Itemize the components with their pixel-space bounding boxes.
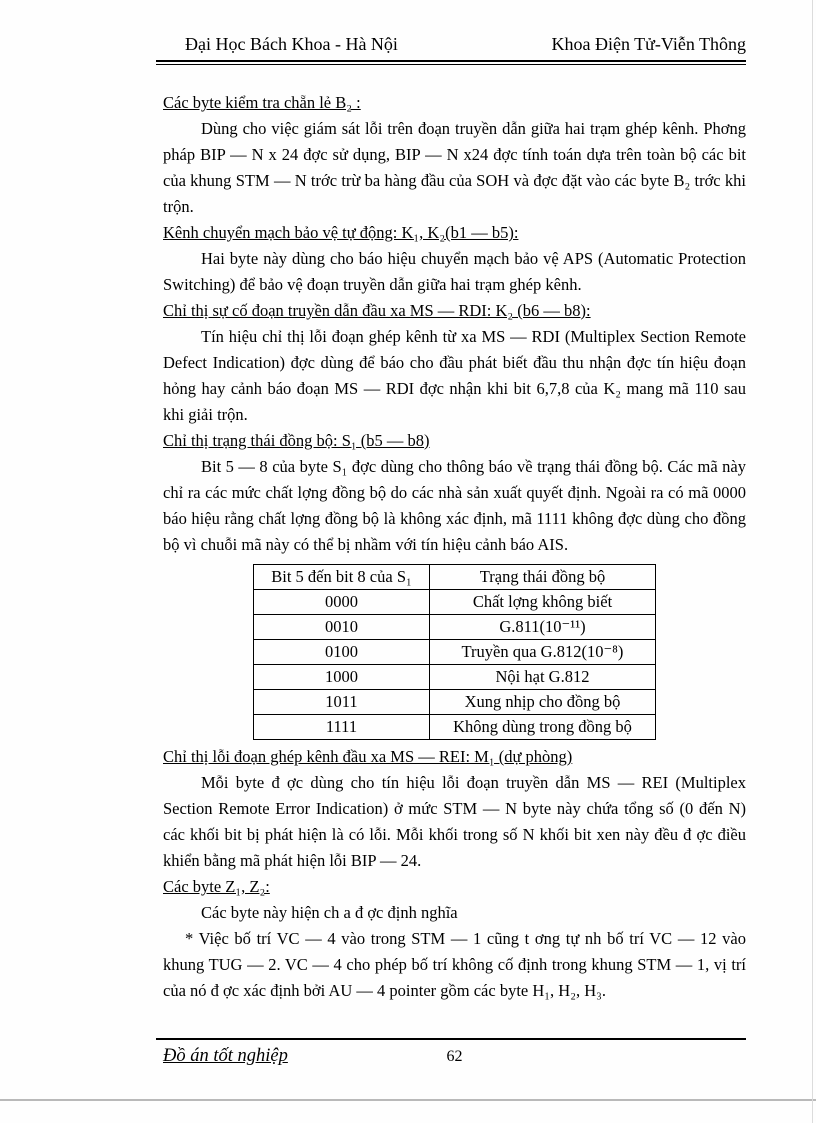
body-paragraph: Bit 5 — 8 của byte S₁ đợc dùng cho thông báo về trạng thái đồng bộ. Các mã này chỉ ra các mức chất lợng đồng bộ do các nhà sản xuất quyết định. Ngoài ra có mã 0000 báo hiệu rằng chất lợng đồng bộ là không xác định, mã 1111 không đợc dùng cho đồng bộ vì chuỗi mã này có thể bị nhầm với tín hiệu cảnh báo AIS. (163, 457, 746, 554)
table-cell: Xung nhịp cho đồng bộ (430, 690, 656, 715)
section-heading: Các byte kiểm tra chẵn lẻ B₂ : (163, 93, 361, 112)
table-header-cell: Trạng thái đồng bộ (430, 565, 656, 590)
body-paragraph: Dùng cho việc giám sát lỗi trên đoạn truyền dẫn giữa hai trạm ghép kênh. Phơng pháp BIP — N x 24 đợc sử dụng, BIP — N x24 đợc tính toán dựa trên toàn bộ các bit của khung STM — N trớc trừ ba hàng đầu của SOH và đợc đặt vào các byte B₂ trớc khi trộn. (163, 119, 746, 216)
table-row (254, 615, 656, 640)
header-rule (156, 60, 746, 65)
section-heading: Chỉ thị lỗi đoạn ghép kênh đầu xa MS — REI: M₁ (dự phòng) (163, 747, 573, 766)
header-faculty-name: Khoa Điện Tử-Viễn Thông (551, 34, 746, 54)
table-cell: 0100 (254, 640, 430, 665)
table-cell: Truyền qua G.812(10⁻⁸) (430, 640, 656, 665)
page-number: 62 (446, 1048, 463, 1065)
header-school-name: Đại Học Bách Khoa - Hà Nội (185, 34, 398, 54)
table-row (254, 715, 656, 740)
table-cell: G.811(10⁻¹¹) (430, 615, 656, 640)
sync-status-table (253, 564, 656, 740)
table-cell: 0000 (254, 590, 430, 615)
page-footer (163, 1046, 746, 1076)
table-row (254, 690, 656, 715)
body-paragraph: Mỗi byte đ ợc dùng cho tín hiệu lỗi đoạn truyền dẫn MS — REI (Multiplex Section Remote Error Indication) ở mức STM — N byte này chứa tổng số (0 đến N) các khối bit bị phát hiện là có lỗi. Mỗi khối trong số N khối bit xen này đều đ ợc điều khiển bằng mã phát hiện lỗi BIP — 24. (163, 773, 746, 870)
section-heading: Kênh chuyển mạch bảo vệ tự động: K₁, K₂(b1 — b5): (163, 223, 519, 242)
section-heading: Chỉ thị trạng thái đồng bộ: S₁ (b5 — b8) (163, 431, 430, 450)
table-cell: Không dùng trong đồng bộ (430, 715, 656, 740)
footer-doc-title: Đồ án tốt nghiệp (163, 1046, 288, 1066)
table-cell: Chất lợng không biết (430, 590, 656, 615)
table-row (254, 640, 656, 665)
scan-edge-line-right (812, 0, 813, 1123)
table-header-row (254, 565, 656, 590)
table-header-cell: Bit 5 đến bit 8 của S₁ (254, 565, 430, 590)
table-cell: 1111 (254, 715, 430, 740)
body-paragraph: Tín hiệu chỉ thị lỗi đoạn ghép kênh từ xa MS — RDI (Multiplex Section Remote Defect Indication) đợc dùng để báo cho đầu phát biết đầu thu nhận đợc tín hiệu đoạn hỏng hay cảnh báo đoạn MS — RDI đợc nhận khi bit 6,7,8 của K₂ mang mã 110 sau khi giải trộn. (163, 327, 746, 424)
body-paragraph: Hai byte này dùng cho báo hiệu chuyển mạch bảo vệ APS (Automatic Protection Switching) để bảo vệ đoạn truyền dẫn giữa hai trạm ghép kênh. (163, 249, 746, 294)
table-row (254, 665, 656, 690)
table-row (254, 590, 656, 615)
section-heading: Các byte Z₁, Z₂: (163, 877, 270, 896)
table-cell: Nội hạt G.812 (430, 665, 656, 690)
body-paragraph: * Việc bố trí VC — 4 vào trong STM — 1 cũng t ơng tự nh bố trí VC — 12 vào khung TUG — 2. VC — 4 cho phép bố trí không cố định trong khung STM — 1, vị trí của nó đ ợc xác định bởi AU — 4 pointer gồm các byte H₁, H₂, H₃. (163, 929, 746, 1000)
table-cell: 0010 (254, 615, 430, 640)
body-paragraph: Các byte này hiện ch a đ ợc định nghĩa (201, 903, 458, 922)
document-body (163, 90, 746, 1004)
table-cell: 1011 (254, 690, 430, 715)
footer-rule (156, 1038, 746, 1040)
scan-edge-line-bottom (0, 1099, 816, 1101)
page-header (157, 34, 746, 55)
table-cell: 1000 (254, 665, 430, 690)
section-heading: Chỉ thị sự cố đoạn truyền dẫn đầu xa MS — RDI: K₂ (b6 — b8): (163, 301, 591, 320)
